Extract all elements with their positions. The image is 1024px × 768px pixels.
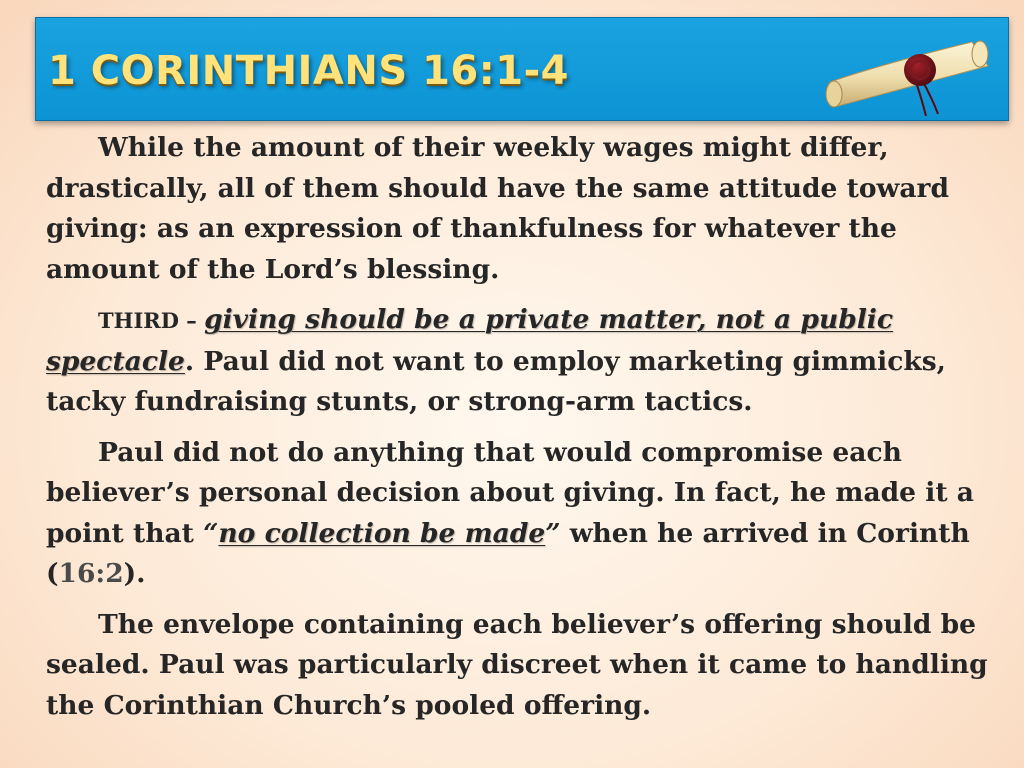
paragraph-4 <box>46 605 991 727</box>
paragraph-3-start: Paul did not do anything that would compromise each believer’s personal decision about giving. In fact, he made it a point that <box>46 436 974 549</box>
paragraph-2-text: . Paul did not want to employ marketing gimmicks, tacky fundraising stunts, or strong-arm tactics. <box>46 345 946 417</box>
paragraph-3-end: ). <box>123 558 146 589</box>
paragraph-4-text: The envelope containing each believer’s offering should be sealed. Paul was particularly discreet when it came to handling the Corinthian Church’s pooled offering. <box>46 608 988 721</box>
paragraph-3-mid: when he arrived in Corinth ( <box>46 517 970 589</box>
quoted-phrase: no collection be made <box>218 517 546 549</box>
quote-open-mark: “ <box>203 517 219 549</box>
third-emphasis: giving should be a private matter, not a public spectacle <box>46 304 894 377</box>
scroll-with-wax-seal-icon <box>822 24 994 116</box>
scripture-reference: 16:2 <box>58 558 124 589</box>
paragraph-2 <box>46 300 991 423</box>
slide-title: 1 CORINTHIANS 16:1-4 <box>48 48 570 94</box>
third-label: THIRD – <box>98 308 205 333</box>
quote-close-mark: ” <box>545 517 561 549</box>
paragraph-1-text: While the amount of their weekly wages might differ, drastically, all of them should have the same attitude toward giving: as an expression of thankfulness for whatever the amount of the Lord’s blessing. <box>46 132 950 285</box>
slide-body <box>46 128 991 736</box>
title-banner <box>35 17 1009 121</box>
paragraph-1 <box>46 128 991 290</box>
paragraph-3 <box>46 433 991 595</box>
